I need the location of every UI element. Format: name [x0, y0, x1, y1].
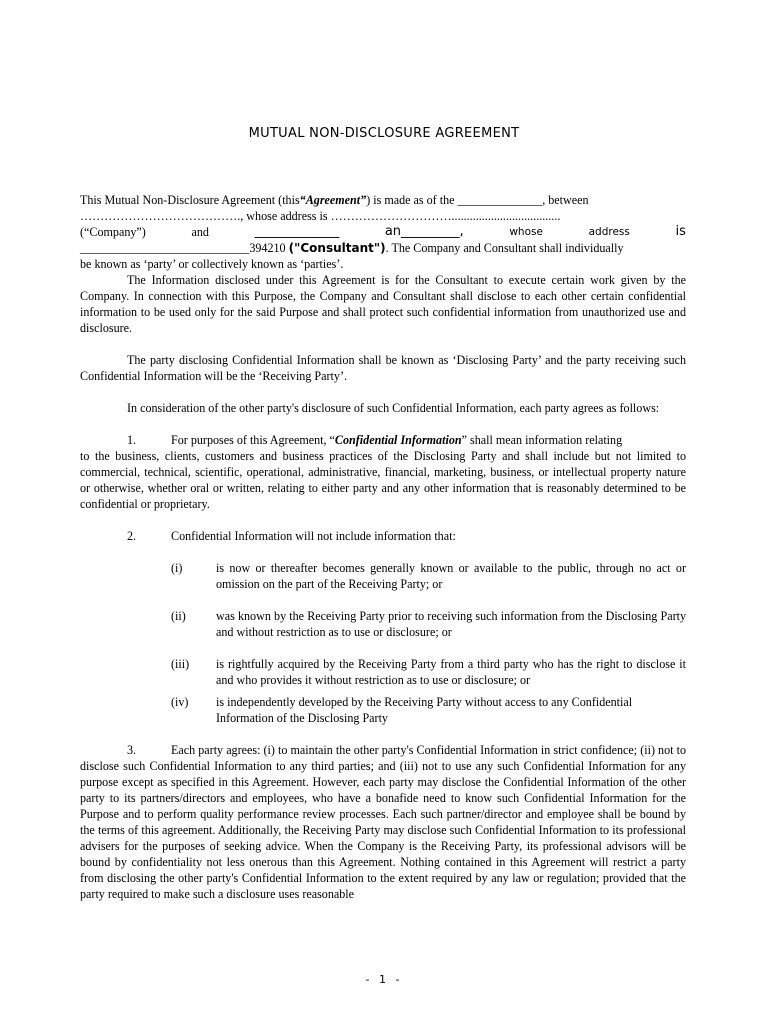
page-number: - 1 -	[365, 973, 403, 986]
clause-1-rest-first: ” shall mean information relating	[461, 433, 623, 447]
clause-2-lead: Confidential Information will not include information that:	[171, 529, 456, 543]
clause-1-number: 1.	[127, 433, 137, 447]
clause-1	[80, 432, 686, 512]
intro-text-1b: ) is made as of the ______________, between	[366, 193, 589, 207]
whose-word: whose	[509, 226, 543, 238]
and-word: and	[191, 225, 209, 239]
intro-line-2: …………………………………., whose address is …………………………....................................	[80, 209, 561, 223]
clause-1-text: to the business, clients, customers and business practices of the Disclosing Party and shall include but not limited to commercial, technical, scientific, operational, administrative, financial, marketing, business, or intellectual property nature or otherwise, whether oral or written, relating to either party and any other information that is reasonably determined to be confidential or proprietary.	[80, 449, 686, 511]
clause-2	[80, 528, 686, 726]
address-word: address	[588, 226, 630, 238]
consideration-paragraph: In consideration of the other party's disclosure of such Confidential Information, each party agrees as follows:	[127, 401, 660, 415]
clause-1-lead: For purposes of this Agreement, “	[171, 433, 335, 447]
document-body	[80, 192, 686, 902]
clause-2-item-number: (iii)	[171, 657, 190, 671]
intro-line-1	[80, 192, 686, 208]
is-word: is	[675, 224, 686, 239]
clause-1-lead-line	[171, 432, 686, 448]
clause-2-item	[80, 694, 686, 726]
agreement-term: “Agreement”	[299, 193, 367, 207]
intro-line-5: be known as ‘party’ or collectively known as ‘parties’.	[80, 257, 344, 271]
an-blank: an_________,	[384, 224, 464, 239]
clause-3	[80, 742, 686, 902]
consultant-term: ("Consultant")	[288, 241, 386, 255]
intro-line-4	[80, 240, 686, 256]
clause-2-number: 2.	[127, 529, 137, 543]
clause-2-item	[80, 656, 686, 688]
parties-paragraph: The party disclosing Confidential Information shall be known as ‘Disclosing Party’ and the party receiving such Confidential Information will be the ‘Receiving Party’.	[80, 353, 686, 383]
clause-2-item-number: (iv)	[171, 695, 189, 709]
clause-2-item-number: (i)	[171, 561, 183, 575]
intro-text-4b: . The Company and Consultant shall individually	[385, 241, 624, 255]
company-label: (“Company”)	[80, 225, 146, 239]
clause-2-item	[80, 560, 686, 592]
document-title: MUTUAL NON-DISCLOSURE AGREEMENT	[248, 126, 520, 141]
clause-2-item	[80, 608, 686, 640]
intro-text-4a: ____________________________394210	[80, 241, 289, 255]
purpose-paragraph: The Information disclosed under this Agreement is for the Consultant to execute certain work given by the Company. In connection with this Purpose, the Company and Consultant shall disclose to each other certain confidential information to be used only for the said Purpose and shall protect such confidential information from unauthorized use and disclosure.	[80, 273, 686, 335]
intro-text-1a: This Mutual Non-Disclosure Agreement (this	[80, 193, 300, 207]
confidential-information-term: Confidential Information	[334, 433, 462, 447]
clause-2-item-text: is now or thereafter becomes generally known or available to the public, through no act or omission on the part of the Receiving Party; or	[216, 561, 686, 591]
clause-2-item-text: was known by the Receiving Party prior to receiving such information from the Disclosing Party and without restriction as to use or disclosure; or	[216, 609, 686, 639]
clause-2-item-text: is independently developed by the Receiving Party without access to any Confidential Information of the Disclosing Party	[216, 695, 633, 725]
clause-3-number: 3.	[127, 743, 137, 757]
clause-2-item-text: is rightfully acquired by the Receiving Party from a third party who has the right to disclose it and who provides it without restriction as to use or disclosure; or	[216, 657, 686, 687]
intro-line-3	[80, 224, 686, 240]
clause-3-paragraph	[80, 742, 686, 902]
name-blank: _____________	[254, 224, 340, 239]
clause-3-text: Each party agrees: (i) to maintain the other party's Confidential Information in strict confidence; (ii) not to disclose such Confidential Information to any third parties; and (iii) not to use any such Confidential Information for any purpose except as specified in this Agreement. However, each party may disclose the Confidential Information of the other party to its partners/directors and employees, who have a bonafide need to know such Confidential Information for the Purpose and to perform quality performance review processes. Each such partner/director and employee shall be bound by the terms of this agreement. Additionally, the Receiving Party may disclose such Confidential Information to its professional advisers for the purposes of seeking advice. When the Company is the Receiving Party, its professional advisors will be bound by confidentiality not less onerous than this Agreement. Nothing contained in this Agreement will restrict a party from disclosing the other party's Confidential Information to the extent required by any law or regulation; provided that the party required to make such a disclosure uses reasonable	[80, 743, 686, 901]
clause-2-item-number: (ii)	[171, 609, 186, 623]
